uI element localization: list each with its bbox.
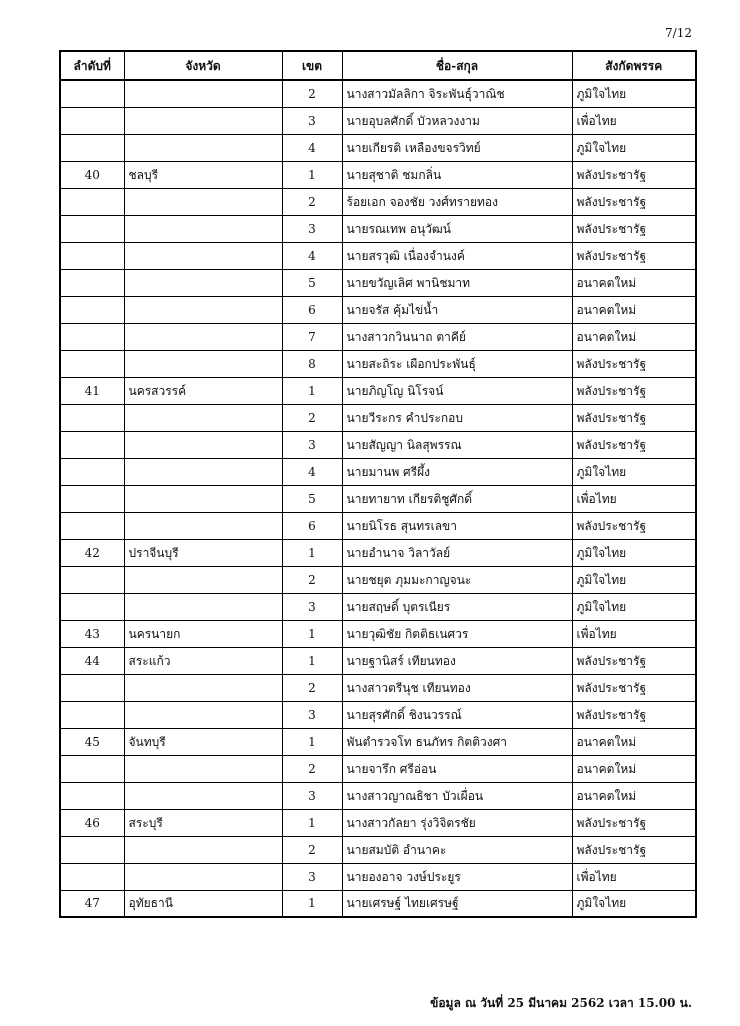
cell-no (60, 107, 124, 134)
cell-province: จันทบุรี (124, 728, 282, 755)
cell-no: 44 (60, 647, 124, 674)
cell-district: 3 (282, 431, 342, 458)
cell-name: นายทายาท เกียรติชูศักดิ์ (342, 485, 572, 512)
table-row (60, 836, 696, 863)
cell-province (124, 458, 282, 485)
cell-party: พลังประชารัฐ (572, 431, 696, 458)
cell-province (124, 512, 282, 539)
table-row (60, 458, 696, 485)
cell-district: 1 (282, 647, 342, 674)
cell-no (60, 431, 124, 458)
cell-party: พลังประชารัฐ (572, 674, 696, 701)
cell-province (124, 863, 282, 890)
cell-province (124, 242, 282, 269)
cell-district: 1 (282, 620, 342, 647)
cell-no (60, 188, 124, 215)
cell-party: อนาคตใหม่ (572, 323, 696, 350)
table-row (60, 863, 696, 890)
cell-no (60, 863, 124, 890)
cell-party: พลังประชารัฐ (572, 512, 696, 539)
cell-name: นายสัญญา นิลสุพรรณ (342, 431, 572, 458)
cell-party: พลังประชารัฐ (572, 377, 696, 404)
cell-province (124, 134, 282, 161)
cell-name: นางสาวกัลยา รุ่งวิจิตรชัย (342, 809, 572, 836)
cell-district: 5 (282, 269, 342, 296)
cell-name: นายจรัส คุ้มไข่น้ำ (342, 296, 572, 323)
cell-name: ร้อยเอก จองชัย วงศ์ทรายทอง (342, 188, 572, 215)
cell-province (124, 782, 282, 809)
cell-party: พลังประชารัฐ (572, 215, 696, 242)
cell-no (60, 80, 124, 107)
cell-province (124, 350, 282, 377)
cell-party: พลังประชารัฐ (572, 647, 696, 674)
table-row (60, 782, 696, 809)
table-row (60, 134, 696, 161)
cell-district: 1 (282, 377, 342, 404)
cell-name: นายสุรศักดิ์ ชิงนวรรณ์ (342, 701, 572, 728)
cell-no (60, 836, 124, 863)
cell-no (60, 215, 124, 242)
cell-name: นายอุบลศักดิ์ บัวหลวงงาม (342, 107, 572, 134)
cell-district: 2 (282, 836, 342, 863)
cell-district: 7 (282, 323, 342, 350)
table-row (60, 728, 696, 755)
cell-party: พลังประชารัฐ (572, 836, 696, 863)
table-row (60, 485, 696, 512)
cell-name: นายชยุต ภุมมะกาญจนะ (342, 566, 572, 593)
cell-no (60, 674, 124, 701)
data-timestamp-note: ข้อมูล ณ วันที่ 25 มีนาคม 2562 เวลา 15.00 น. (430, 996, 692, 1010)
cell-province (124, 80, 282, 107)
header-party: สังกัดพรรค (572, 51, 696, 80)
cell-no (60, 296, 124, 323)
cell-district: 3 (282, 863, 342, 890)
cell-no: 41 (60, 377, 124, 404)
table-row (60, 809, 696, 836)
cell-party: ภูมิใจไทย (572, 458, 696, 485)
cell-province (124, 485, 282, 512)
cell-province (124, 566, 282, 593)
cell-province (124, 404, 282, 431)
cell-party: พลังประชารัฐ (572, 161, 696, 188)
cell-name: นายนิโรธ สุนทรเลขา (342, 512, 572, 539)
cell-district: 4 (282, 242, 342, 269)
cell-no: 47 (60, 890, 124, 917)
table-row (60, 701, 696, 728)
cell-province (124, 107, 282, 134)
cell-province (124, 215, 282, 242)
cell-province (124, 431, 282, 458)
cell-name: นายสมบัติ อำนาคะ (342, 836, 572, 863)
header-province: จังหวัด (124, 51, 282, 80)
cell-district: 4 (282, 458, 342, 485)
cell-no (60, 701, 124, 728)
table-row (60, 593, 696, 620)
table-row (60, 755, 696, 782)
cell-province: อุทัยธานี (124, 890, 282, 917)
cell-no (60, 350, 124, 377)
cell-district: 8 (282, 350, 342, 377)
cell-no: 40 (60, 161, 124, 188)
cell-province (124, 836, 282, 863)
table-row (60, 431, 696, 458)
cell-district: 3 (282, 701, 342, 728)
cell-province (124, 674, 282, 701)
page-number: 7/12 (665, 26, 692, 40)
table-row (60, 242, 696, 269)
table-row (60, 107, 696, 134)
cell-name: นายสะถิระ เผือกประพันธุ์ (342, 350, 572, 377)
header-district: เขต (282, 51, 342, 80)
cell-district: 2 (282, 566, 342, 593)
cell-name: นายวุฒิชัย กิตติธเนศวร (342, 620, 572, 647)
cell-party: พลังประชารัฐ (572, 188, 696, 215)
cell-party: อนาคตใหม่ (572, 728, 696, 755)
table-header (60, 51, 696, 80)
cell-district: 6 (282, 512, 342, 539)
cell-name: นายมานพ ศรีผึ้ง (342, 458, 572, 485)
cell-name: นายองอาจ วงษ์ประยูร (342, 863, 572, 890)
cell-district: 2 (282, 755, 342, 782)
cell-name: นางสาวกวินนาถ ตาคีย์ (342, 323, 572, 350)
cell-party: ภูมิใจไทย (572, 134, 696, 161)
cell-district: 3 (282, 782, 342, 809)
cell-party: เพื่อไทย (572, 107, 696, 134)
cell-party: เพื่อไทย (572, 863, 696, 890)
cell-district: 1 (282, 161, 342, 188)
cell-name: นายเศรษฐ์ ไทยเศรษฐ์ (342, 890, 572, 917)
cell-no: 46 (60, 809, 124, 836)
cell-name: นายสรวุฒิ เนื่องจำนงค์ (342, 242, 572, 269)
cell-no: 43 (60, 620, 124, 647)
cell-no (60, 269, 124, 296)
table-row (60, 890, 696, 917)
cell-district: 3 (282, 107, 342, 134)
cell-party: ภูมิใจไทย (572, 539, 696, 566)
cell-district: 1 (282, 539, 342, 566)
cell-province: นครนายก (124, 620, 282, 647)
cell-name: นายรณเทพ อนุวัฒน์ (342, 215, 572, 242)
header-name: ชื่อ-สกุล (342, 51, 572, 80)
cell-name: นายวีระกร คำประกอบ (342, 404, 572, 431)
table-row (60, 512, 696, 539)
cell-party: ภูมิใจไทย (572, 566, 696, 593)
cell-party: ภูมิใจไทย (572, 80, 696, 107)
cell-party: อนาคตใหม่ (572, 269, 696, 296)
cell-province (124, 296, 282, 323)
table-row (60, 269, 696, 296)
table-row (60, 296, 696, 323)
cell-party: ภูมิใจไทย (572, 593, 696, 620)
cell-province: ชลบุรี (124, 161, 282, 188)
cell-no (60, 485, 124, 512)
table-row (60, 620, 696, 647)
cell-no (60, 512, 124, 539)
header-row (60, 51, 696, 80)
cell-name: นางสาวญาณธิชา บัวเผื่อน (342, 782, 572, 809)
table-row (60, 215, 696, 242)
table-row (60, 539, 696, 566)
cell-no (60, 458, 124, 485)
cell-name: นายเกียรติ เหลืองขจรวิทย์ (342, 134, 572, 161)
cell-district: 2 (282, 404, 342, 431)
cell-province: นครสวรรค์ (124, 377, 282, 404)
cell-no: 45 (60, 728, 124, 755)
cell-district: 5 (282, 485, 342, 512)
cell-province (124, 701, 282, 728)
cell-no (60, 404, 124, 431)
cell-district: 6 (282, 296, 342, 323)
cell-name: นายขวัญเลิศ พานิชมาท (342, 269, 572, 296)
header-no: ลำดับที่ (60, 51, 124, 80)
table-body (60, 80, 696, 917)
cell-province (124, 323, 282, 350)
cell-name: นายสฤษดิ์ บุตรเนียร (342, 593, 572, 620)
table-row (60, 323, 696, 350)
table-row (60, 647, 696, 674)
cell-party: พลังประชารัฐ (572, 350, 696, 377)
cell-district: 1 (282, 728, 342, 755)
table-row (60, 350, 696, 377)
table-row (60, 161, 696, 188)
cell-name: พันตำรวจโท ธนภัทร กิตติวงศา (342, 728, 572, 755)
cell-party: พลังประชารัฐ (572, 809, 696, 836)
cell-no (60, 782, 124, 809)
cell-party: ภูมิใจไทย (572, 890, 696, 917)
cell-no (60, 566, 124, 593)
cell-district: 3 (282, 593, 342, 620)
cell-province: สระบุรี (124, 809, 282, 836)
cell-no (60, 755, 124, 782)
cell-district: 4 (282, 134, 342, 161)
cell-district: 2 (282, 188, 342, 215)
cell-no (60, 323, 124, 350)
cell-name: นายจารึก ศรีอ่อน (342, 755, 572, 782)
cell-province (124, 188, 282, 215)
cell-district: 1 (282, 809, 342, 836)
cell-name: นายฐานิสร์ เทียนทอง (342, 647, 572, 674)
table-row (60, 674, 696, 701)
cell-province (124, 269, 282, 296)
table-row (60, 404, 696, 431)
cell-province (124, 755, 282, 782)
cell-name: นายภิญโญ นิโรจน์ (342, 377, 572, 404)
cell-party: พลังประชารัฐ (572, 404, 696, 431)
cell-province: ปราจีนบุรี (124, 539, 282, 566)
cell-province (124, 593, 282, 620)
cell-no (60, 593, 124, 620)
cell-name: นางสาวมัลลิกา จิระพันธุ์วาณิช (342, 80, 572, 107)
cell-province: สระแก้ว (124, 647, 282, 674)
cell-party: เพื่อไทย (572, 485, 696, 512)
cell-name: นางสาวตรีนุช เทียนทอง (342, 674, 572, 701)
table-row (60, 377, 696, 404)
cell-party: เพื่อไทย (572, 620, 696, 647)
cell-party: อนาคตใหม่ (572, 755, 696, 782)
cell-district: 3 (282, 215, 342, 242)
cell-district: 2 (282, 80, 342, 107)
cell-no: 42 (60, 539, 124, 566)
cell-party: อนาคตใหม่ (572, 782, 696, 809)
table-row (60, 80, 696, 107)
table-row (60, 188, 696, 215)
cell-party: พลังประชารัฐ (572, 701, 696, 728)
cell-no (60, 134, 124, 161)
cell-district: 2 (282, 674, 342, 701)
cell-party: อนาคตใหม่ (572, 296, 696, 323)
cell-name: นายอำนาจ วิลาวัลย์ (342, 539, 572, 566)
cell-name: นายสุชาติ ชมกลิ่น (342, 161, 572, 188)
mp-results-table (59, 50, 697, 918)
cell-no (60, 242, 124, 269)
cell-district: 1 (282, 890, 342, 917)
table-row (60, 566, 696, 593)
cell-party: พลังประชารัฐ (572, 242, 696, 269)
